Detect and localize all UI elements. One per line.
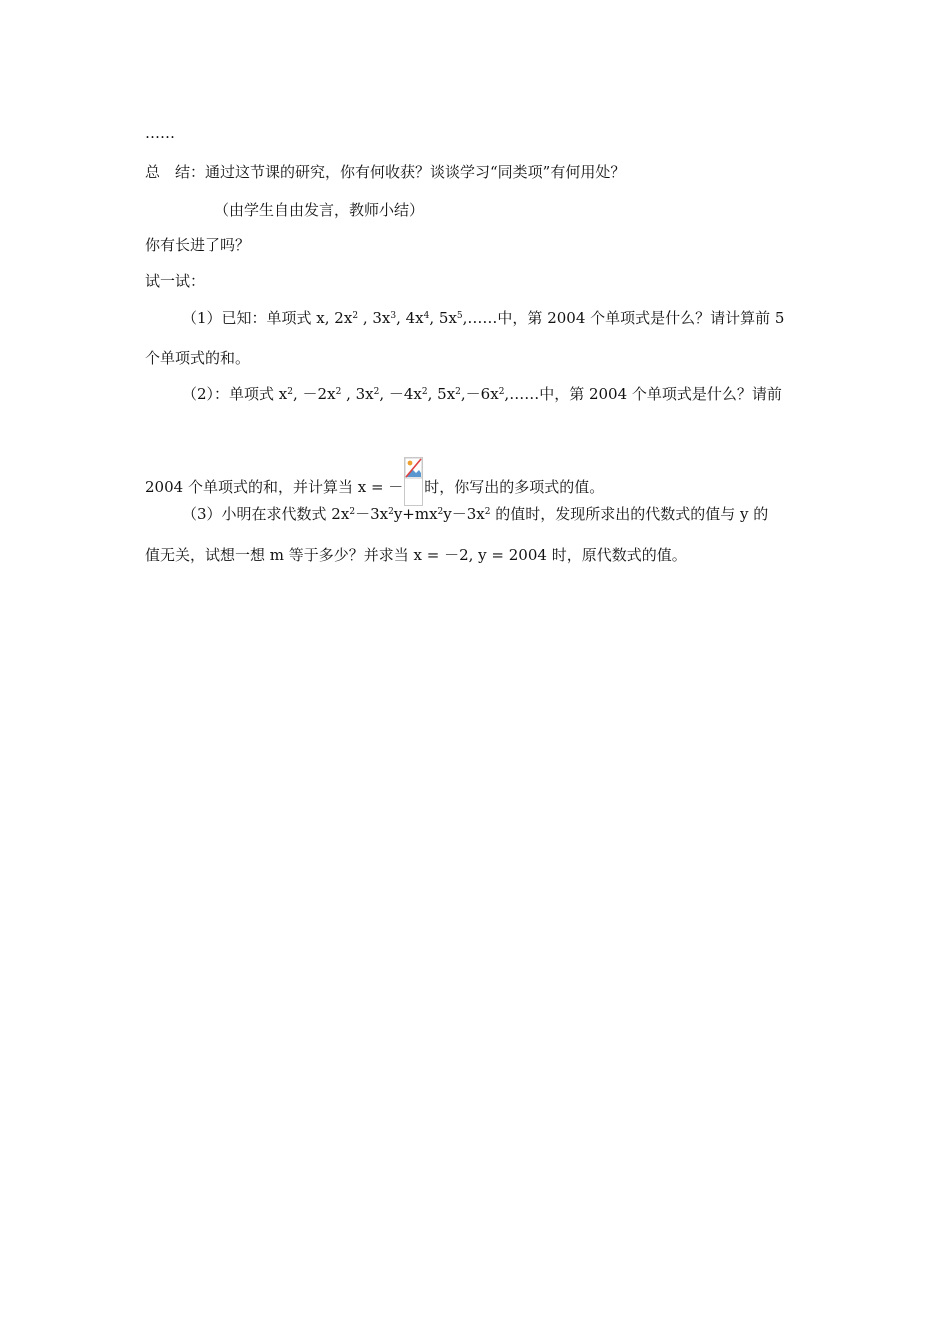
broken-image-icon bbox=[404, 457, 423, 506]
problem-3-line-2: 值无关，试想一想 m 等于多少？并求当 x = －2, y = 2004 时，原代数式的值。 bbox=[145, 546, 687, 564]
try-heading: 试一试： bbox=[145, 272, 206, 290]
problem-2-line-2: 2004 个单项式的和，并计算当 x = － 时，你写出的多项式的值。 bbox=[145, 457, 604, 506]
summary-line: 总 结：通过这节课的研究，你有何收获？谈谈学习“同类项”有何用处？ bbox=[145, 163, 626, 181]
problem-1-line-1: （1）已知：单项式 x, $2x^2$ , $3x^3$, $4x^4$, $5x^5,\dots\dots$中，第 2004 个单项式是什么？请计算前 5 bbox=[182, 309, 785, 327]
ellipsis-line: …… bbox=[145, 124, 175, 142]
teacher-note: （由学生自由发言，教师小结） bbox=[214, 201, 425, 219]
problem-1-line-2: 个单项式的和。 bbox=[145, 349, 251, 367]
problem-3-line-1: （3）小明在求代数式 $2x^2-3x^2y+mx^2y-3x^2$ 的值时，发现所求出的代数式的值与 y 的 bbox=[182, 505, 769, 523]
progress-question: 你有长进了吗？ bbox=[145, 236, 251, 254]
problem-2-line-1: （2）：单项式 $x^2$, $-2x^2$ , $3x^2$, $-4x^2$, $5x^2,-6x^2,\dots\dots$中，第 2004 个单项式是什么？请前 bbox=[182, 385, 782, 403]
